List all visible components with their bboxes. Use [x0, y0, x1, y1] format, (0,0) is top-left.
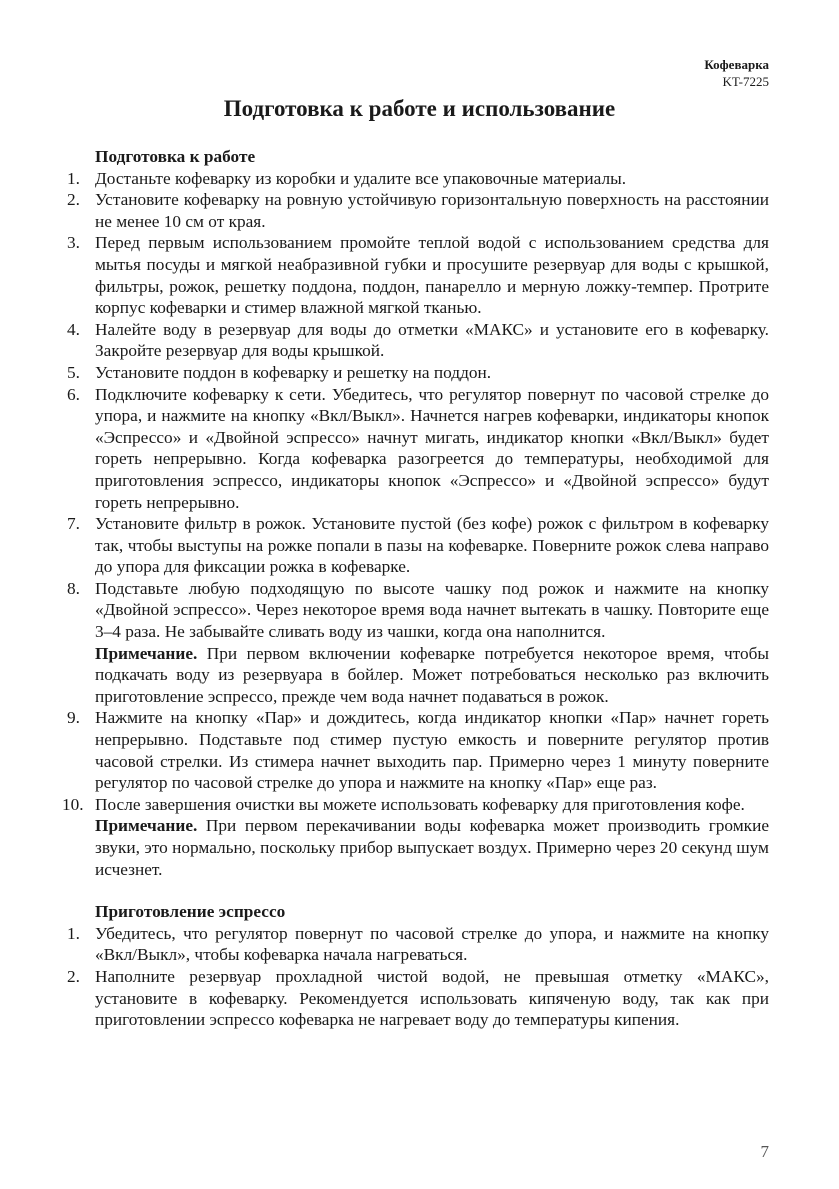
header-model: KT-7225 — [722, 74, 769, 89]
item-text: Установите поддон в кофеварку и решетку на поддон. — [95, 362, 492, 382]
item-number: 5. — [67, 362, 80, 382]
list-item — [67, 319, 769, 362]
list-item — [67, 384, 769, 514]
item-number: 1. — [67, 923, 80, 943]
item-number: 4. — [67, 319, 80, 339]
list-item — [67, 232, 769, 318]
item-number: 8. — [67, 578, 80, 598]
list-item — [67, 578, 769, 643]
item-text: Убедитесь, что регулятор повернут по часовой стрелке до упора, и нажмите на кнопку «Вкл/Выкл», чтобы кофеварка начала нагреваться. — [95, 923, 769, 965]
item-number: 9. — [67, 708, 80, 728]
page-title: Подготовка к работе и использование — [223, 96, 616, 121]
list-item — [67, 189, 769, 232]
note-text: При первом перекачивании воды кофеварка может производить громкие звуки, это нормально, поскольку прибор выпускает воздух. Примерно через 20 секунд шум исчезнет. — [95, 816, 769, 879]
page-content — [62, 146, 769, 1031]
list-item — [67, 923, 769, 966]
note-text: При первом включении кофеварке потребуется некоторое время, чтобы подкачать воду из резервуара в бойлер. Может потребоваться несколько раз включить приготовление эспрессо, прежде чем вода начнет подаваться в рожок. — [95, 643, 769, 706]
list-item — [62, 794, 769, 816]
item-number: 1. — [67, 168, 80, 188]
list-item — [67, 362, 769, 384]
item-number: 6. — [67, 384, 80, 404]
note-paragraph — [67, 815, 769, 880]
list-item — [67, 966, 769, 1031]
item-text: Установите фильтр в рожок. Установите пустой (без кофе) рожок с фильтром в кофеварку так, чтобы выступы на рожке попали в пазы на кофеварке. Поверните рожок слева направо до упора для фиксации рожка в кофеварке. — [95, 514, 769, 577]
item-number: 10. — [62, 794, 84, 814]
section-heading: Приготовление эспрессо — [95, 902, 286, 922]
note-label: Примечание. — [95, 816, 198, 836]
item-text: Перед первым использованием промойте теплой водой с использованием средства для мытья посуды и мягкой неабразивной губки и просушите резервуар для воды с крышкой, фильтры, рожок, решетку поддона, поддон, панарелло и мерную ложку-темпер. Протрите корпус кофеварки и стимер влажной мягкой тканью. — [95, 233, 769, 318]
page-header — [704, 56, 769, 90]
note-paragraph — [67, 643, 769, 708]
item-number: 2. — [67, 190, 80, 210]
list-item — [67, 513, 769, 578]
page-number: 7 — [760, 1142, 769, 1161]
header-product: Кофеварка — [704, 57, 769, 72]
item-text: Достаньте кофеварку из коробки и удалите все упаковочные материалы. — [95, 168, 627, 188]
list-item — [67, 168, 769, 190]
item-text: Налейте воду в резервуар для воды до отметки «МАКС» и установите его в кофеварку. Закройте резервуар для воды крышкой. — [95, 319, 769, 361]
list-item — [67, 707, 769, 793]
item-number: 7. — [67, 514, 80, 534]
item-number: 3. — [67, 233, 80, 253]
item-number: 2. — [67, 966, 80, 986]
section-heading: Подготовка к работе — [95, 147, 256, 166]
item-text: После завершения очистки вы можете использовать кофеварку для приготовления кофе. — [95, 794, 745, 814]
section-spacer — [67, 880, 769, 901]
item-text: Подставьте любую подходящую по высоте чашку под рожок и нажмите на кнопку «Двойной эспрессо». Через некоторое время вода начнет вытекать в чашку. Повторите еще 3–4 раза. Не забывайте сливать воду из чашки, когда она наполнится. — [95, 578, 769, 642]
item-text: Установите кофеварку на ровную устойчивую горизонтальную поверхность на расстоянии не менее 10 см от края. — [95, 190, 769, 231]
item-text: Подключите кофеварку к сети. Убедитесь, что регулятор повернут по часовой стрелке до упора, и нажмите на кнопку «Вкл/Выкл». Начнется нагрев кофеварки, индикаторы кнопок «Эспрессо» и «Двойной эспрессо» начнут мигать, индикатор кнопки «Вкл/Выкл» будет гореть непрерывно. Когда кофеварка разогреется до температуры, необходимой для приготовления эспрессо, индикаторы кнопок «Эспрессо» и «Двойной эспрессо» будут гореть непрерывно. — [95, 384, 769, 512]
note-label: Примечание. — [95, 643, 198, 663]
item-text: Нажмите на кнопку «Пар» и дождитесь, когда индикатор кнопки «Пар» начнет гореть непрерывно. Подставьте под стимер пустую емкость и поверните регулятор против часовой стрелки. Из стимера начнет выходить пар. Примерно через 1 минуту поверните регулятор по часовой стрелке до упора и нажмите на кнопку «Пар» еще раз. — [95, 708, 769, 793]
item-text: Наполните резервуар прохладной чистой водой, не превышая отметку «МАКС», установите в кофеварку. Рекомендуется использовать кипяченую воду, так как при приготовлении эспрессо кофеварка не нагревает воду до температуры кипения. — [95, 966, 769, 1030]
